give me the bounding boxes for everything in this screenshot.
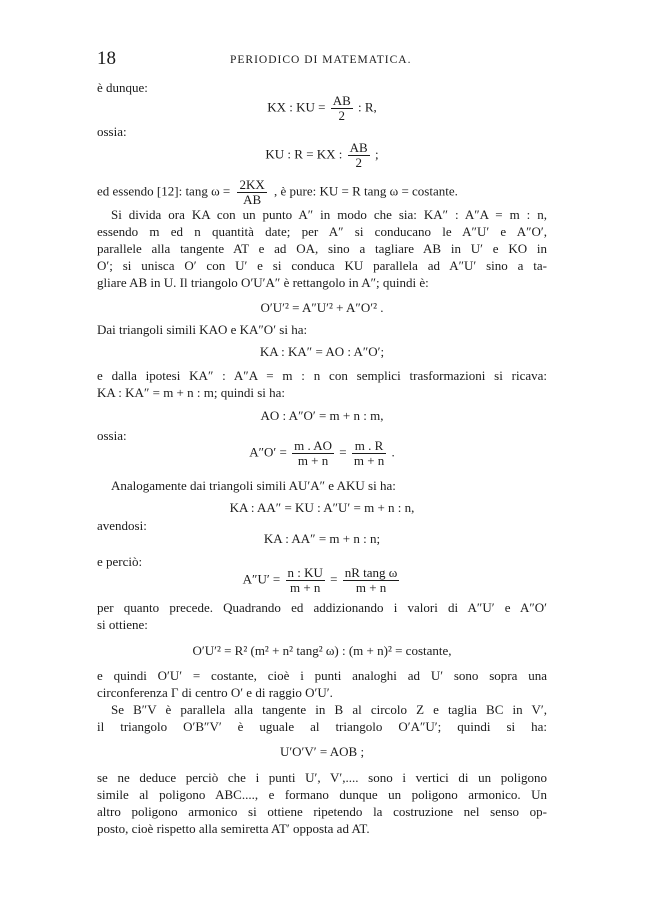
paragraph-line: Si divida ora KA con un punto A″ in modo che sia: KA″ : A″A = m : n,: [111, 207, 547, 222]
text-line: avendosi:: [97, 518, 147, 533]
page-header: [97, 48, 547, 72]
fraction: [292, 439, 334, 468]
fraction: [343, 566, 400, 595]
equation: [97, 439, 547, 468]
equation-part: A″U′ =: [242, 571, 281, 587]
fraction: [352, 439, 386, 468]
text-part: ed essendo [12]: tang ω =: [97, 183, 231, 199]
fraction-denominator: m + n: [355, 580, 387, 595]
equation: KA : KA″ = AO : A″O′;: [259, 344, 385, 359]
paragraph-line: gliare AB in U. Il triangolo O′U′A″ è rettangolo in A″; quindi è:: [97, 275, 429, 290]
fraction-numerator: m . R: [352, 439, 386, 454]
fraction: [348, 141, 370, 170]
paragraph-line: circonferenza Γ di centro O′ e di raggio O′U′.: [97, 685, 333, 700]
text-line: Dai triangoli simili KAO e KA″O′ si ha:: [97, 322, 308, 337]
running-title: PERIODICO DI MATEMATICA.: [230, 54, 412, 66]
paragraph-line: altro poligono armonico si ottiene ripetendo la costruzione nel senso op-: [97, 804, 547, 819]
equation-part: ;: [374, 146, 379, 162]
equation: U′O′V′ = AOB ;: [279, 744, 365, 759]
equation: [97, 94, 547, 123]
fraction-numerator: 2KX: [239, 177, 265, 192]
equation: AO : A″O′ = m + n : m,: [260, 408, 384, 423]
paragraph-line: Se B″V è parallela alla tangente in B al circolo Z e taglia BC in V′,: [111, 702, 547, 717]
paragraph-line: e dalla ipotesi KA″ : A″A = m : n con semplici trasformazioni si ricava:: [97, 368, 547, 383]
paragraph-line: O′; si unisca O′ con U′ e si conduca KU parallela ad A″U′ sino a ta-: [97, 258, 547, 273]
fraction: [237, 178, 266, 207]
text-line: ossia:: [97, 124, 127, 139]
paragraph-line: e quindi O′U′ = costante, cioè i punti analoghi ad U′ sono sopra una: [97, 668, 547, 683]
fraction-denominator: 2: [355, 155, 362, 170]
paragraph-line: si ottiene:: [97, 617, 148, 632]
equation: KA : AA″ = KU : A″U′ = m + n : n,: [229, 500, 415, 515]
equation-part: KU : R = KX :: [265, 146, 343, 162]
fraction-denominator: 2: [338, 108, 345, 123]
fraction-numerator: m . AO: [294, 438, 332, 453]
equation: O′U′² = A″U′² + A″O′² .: [260, 300, 384, 315]
text-part: , è pure: KU = R tang ω = costante.: [274, 183, 458, 199]
page-number: 18: [97, 48, 116, 69]
paragraph-line: posto, cioè rispetto alla semiretta AT′ opposta ad AT.: [97, 821, 370, 836]
text-line: è dunque:: [97, 80, 148, 95]
fraction-numerator: AB: [332, 93, 351, 108]
fraction-denominator: m + n: [297, 453, 329, 468]
fraction-numerator: n : KU: [287, 565, 323, 580]
paragraph-line: il triangolo O′B″V′ è uguale al triangolo O′A″U′; quindi si ha:: [97, 719, 547, 734]
equation-part: KX : KU =: [267, 99, 326, 115]
equation-part: .: [391, 444, 395, 460]
text-line: ossia:: [97, 428, 127, 443]
equation: [97, 566, 547, 595]
text-line: [97, 178, 458, 207]
paragraph-line: per quanto precede. Quadrando ed addizionando i valori di A″U′ e A″O′: [97, 600, 547, 615]
fraction-denominator: m + n: [353, 453, 385, 468]
fraction-denominator: m + n: [289, 580, 321, 595]
fraction: [331, 94, 353, 123]
text-line: e perciò:: [97, 554, 143, 569]
paragraph-line: KA : KA″ = m + n : m; quindi si ha:: [97, 385, 285, 400]
fraction-numerator: AB: [349, 140, 368, 155]
paragraph-line: se ne deduce perciò che i punti U′, V′,.... sono i vertici di un poligono: [97, 770, 547, 785]
equation: O′U′² = R² (m² + n² tang² ω) : (m + n)² = costante,: [192, 643, 452, 658]
paragraph-line: essendo m ed n quantità date; per A″ si conducano le A″U′ e A″O′,: [97, 224, 547, 239]
equation-part: : R,: [358, 99, 377, 115]
fraction: [286, 566, 325, 595]
paragraph-line: Analogamente dai triangoli simili AU′A″ e AKU si ha:: [111, 478, 396, 493]
equation-part: =: [339, 444, 347, 460]
equation-part: =: [330, 571, 338, 587]
paragraph-line: parallele alla tangente AT e ad OA, sino a tagliare AB in U′ e KO in: [97, 241, 547, 256]
equation: KA : AA″ = m + n : n;: [263, 531, 381, 546]
fraction-numerator: nR tang ω: [344, 565, 398, 580]
equation-part: A″O′ =: [249, 444, 287, 460]
fraction-denominator: AB: [243, 192, 262, 207]
equation: [97, 141, 547, 170]
paragraph-line: simile al poligono ABC...., e formano dunque un poligono armonico. Un: [97, 787, 547, 802]
